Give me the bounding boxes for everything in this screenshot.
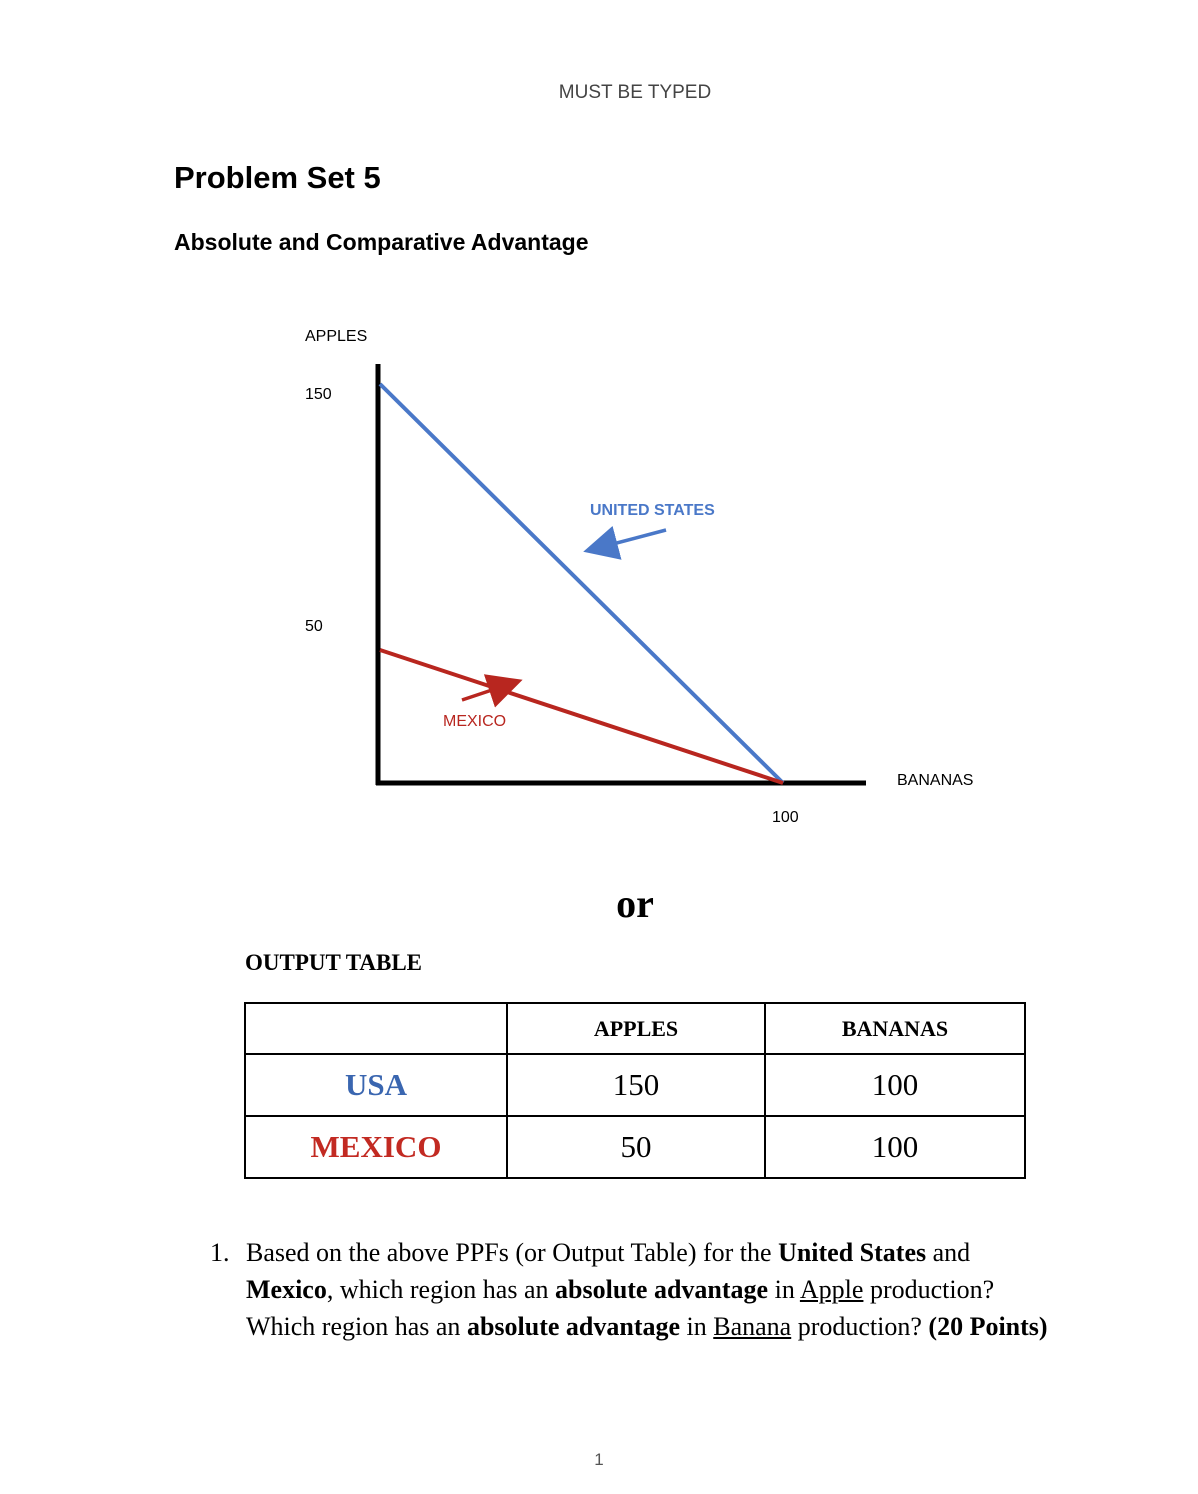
page-number: 1 (594, 1450, 604, 1469)
mexico-apples: 50 (507, 1116, 765, 1178)
header-apples: APPLES (507, 1003, 765, 1054)
mexico-bananas: 100 (765, 1116, 1025, 1178)
row-label-mexico: MEXICO (245, 1116, 507, 1178)
y-axis-label: APPLES (305, 328, 368, 345)
or-divider: or (616, 881, 654, 926)
usa-bananas: 100 (765, 1054, 1025, 1116)
us-series-label: UNITED STATES (590, 502, 715, 519)
us-ppf-line (380, 384, 783, 783)
question-number: 1. (210, 1238, 230, 1267)
page-title: Problem Set 5 (174, 160, 381, 195)
table-header-row (245, 1003, 1025, 1054)
output-table-title: OUTPUT TABLE (245, 950, 423, 975)
y-tick-50: 50 (305, 618, 323, 635)
row-label-usa: USA (245, 1054, 507, 1116)
usa-apples: 150 (507, 1054, 765, 1116)
us-arrow (590, 530, 666, 550)
x-axis-label: BANANAS (897, 772, 974, 789)
question-text: Based on the above PPFs (or Output Table) for the United States and Mexico, which region has an absolute advantage in Apple production? Which region has an absolute advantage in Banana production? (20 Points) (246, 1238, 1048, 1341)
table-row (245, 1116, 1025, 1178)
must-be-typed-note: MUST BE TYPED (558, 82, 712, 103)
page-subtitle: Absolute and Comparative Advantage (174, 229, 589, 255)
mexico-ppf-line (380, 650, 783, 783)
table-row (245, 1054, 1025, 1116)
mexico-series-label: MEXICO (443, 713, 507, 730)
header-empty-cell (245, 1003, 507, 1054)
y-tick-150: 150 (305, 386, 332, 403)
x-tick-100: 100 (772, 809, 799, 826)
question-1 (210, 1234, 1050, 1345)
header-bananas: BANANAS (765, 1003, 1025, 1054)
output-table (244, 1002, 1026, 1179)
